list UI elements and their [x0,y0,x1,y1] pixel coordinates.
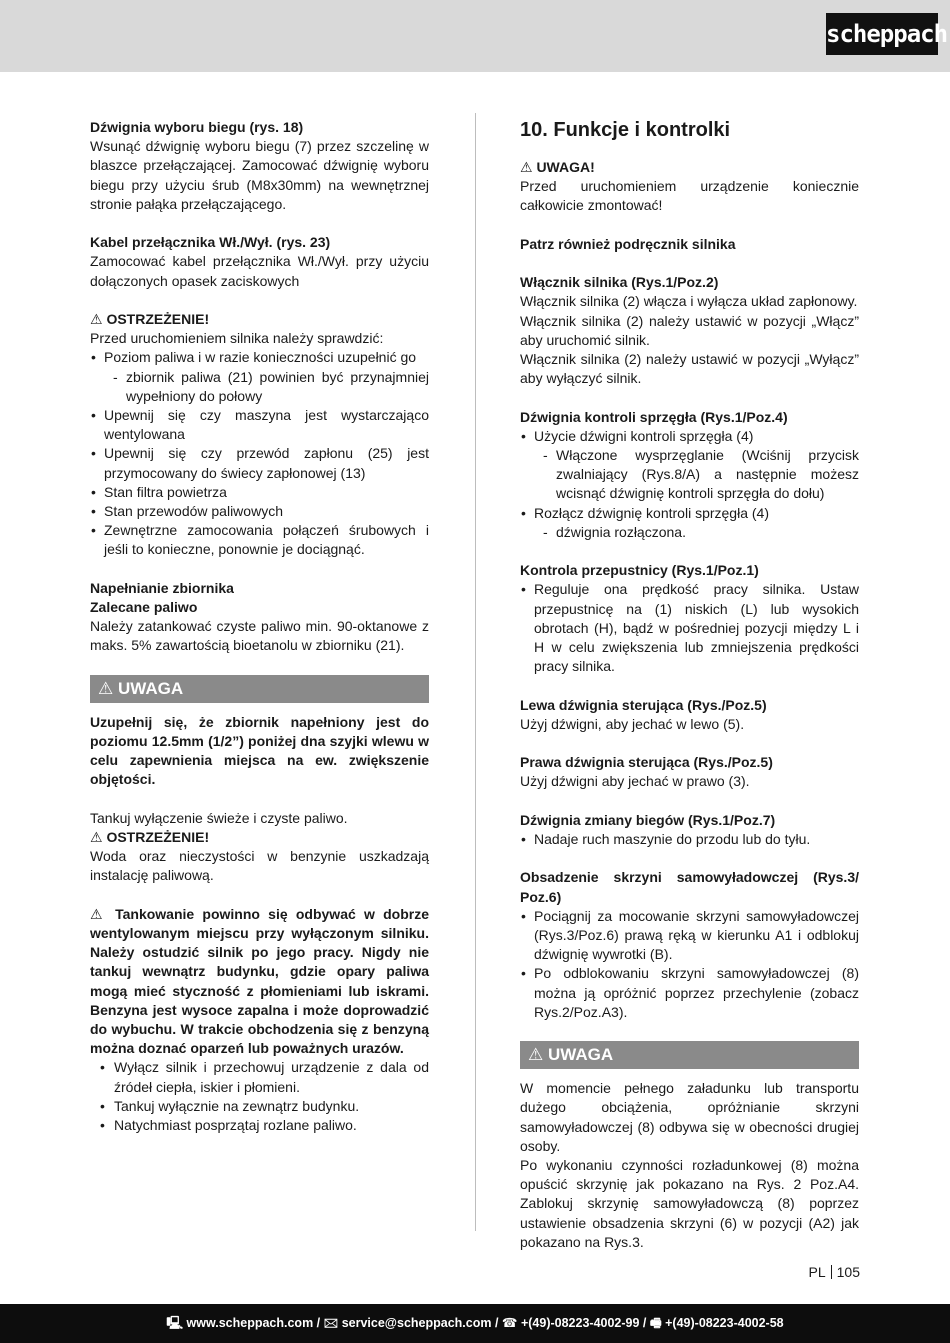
tank-line: Tankuj wyłączenie świeże i czyste paliwo. [90,809,348,826]
section-title-gear-lever: Dźwignia zmiany biegów (Rys.1/Poz.7) [520,811,776,828]
final-paragraph-1: W momencie pełnego załadunku lub transportu dużego obciążenia, opróżnianie skrzyni samowyładowczej (8) odbywa się w obecności drugiej osoby. [520,1080,859,1154]
footer-contacts: 🖳 www.scheppach.com / 🖂 service@scheppach.com / ☎ +(49)-08223-4002-99 / 🖷 +(49)-08223-4002-58 [166,1316,784,1330]
list-item: • Nadaje ruch maszynie do przodu lub do tyłu. [520,830,859,849]
top-header-bar [0,0,950,72]
uwaga-banner: ⚠ UWAGA [90,675,429,703]
warning-checklist [90,348,429,559]
warning-body-2: Woda oraz nieczystości w benzynie uszkadzają instalację paliwową. [90,848,429,884]
list-item: • Stan filtra powietrza [90,483,429,502]
list-item [90,368,429,406]
engine-switch-p3: Włącznik silnika (2) należy ustawić w pozycji „Wyłącz” aby wyłączyć silnik. [520,351,859,387]
list-item: • Stan przewodów paliwowych [90,502,429,521]
section-title-switch-cable: Kabel przełącznika Wł./Wył. (rys. 23) [90,234,331,251]
list-item: • Upewnij się czy przewód zapłonu (25) jest przymocowany do świecy zapłonowej (13) [90,444,429,482]
uwaga-bold-text: Uzupełnij się, że zbiornik napełniony jest do poziomu 12.5mm (1/2”) poniżej dna szyjki wlewu w celu zapewnienia miejsca na ew. zwiększenie objętości. [90,713,429,788]
list-item: • Reguluje ona prędkość pracy silnika. Ustaw przepustnicę na (1) niskich (L) lub wysokich obrotach (H), bądź w pośredniej pozycji między L i H w celu zwiększenia lub zmniejszenia prędkości pracy silnika. [520,580,859,676]
page-number-value: 105 [836,1264,860,1280]
list-item: • Wyłącz silnik i przechowuj urządzenie z dala od źródeł ciepła, iskier i płomieni. [90,1058,429,1096]
engine-switch-p2: Włącznik silnika (2) należy ustawić w pozycji „Włącz” aby uruchomić silnik. [520,312,859,348]
section-body-gear-selector: Wsunąć dźwignię wyboru biegu (7) przez szczelinę w blaszce przełączającej. Zamocować dźwignię wyboru biegu przy użyciu śrub (M8x30mm) na wewnętrznej stronie pałąka przełączającego. [90,138,429,212]
list-item: • Pociągnij za mocowanie skrzyni samowyładowczej (Rys.3/Poz.6) prawą ręką w kierunku A1 i odblokuj dźwignię wywrotki (B). [520,907,859,965]
left-lever-body: Użyj dźwigni, aby jechać w lewo (5). [520,715,745,732]
language-code: PL [808,1264,826,1280]
uwaga-title: ⚠ UWAGA! [520,159,595,175]
list-item: - dźwignia rozłączona. [520,523,859,542]
list-item: • Rozłącz dźwignię kontroli sprzęgła (4) [520,504,859,523]
warning-title-2: ⚠ OSTRZEŻENIE! [90,829,210,846]
warning-title: ⚠ OSTRZEŻENIE! [90,311,210,327]
list-item: - Włączone wysprzęglanie (Wciśnij przycisk zwalniający (Rys.8/A) a następnie możesz wcisnąć dźwignię kontroli sprzęgła do dołu) [520,446,859,504]
section-title-throttle: Kontrola przepustnicy (Rys.1/Poz.1) [520,562,759,579]
section-title-clutch: Dźwignia kontroli sprzęgła (Rys.1/Poz.4) [520,408,788,425]
throttle-list [520,580,859,676]
see-also-text: Patrz również podręcznik silnika [520,235,736,252]
left-column [90,118,429,1135]
danger-list [90,1058,429,1135]
list-item: • Natychmiast posprzątaj rozlane paliwo. [90,1116,429,1135]
page-number [790,1264,860,1280]
section-title-engine-switch: Włącznik silnika (Rys.1/Poz.2) [520,274,719,291]
right-column [520,118,859,1252]
uwaga-body: Przed uruchomieniem urządzenie koniecznie całkowicie zmontować! [520,178,859,214]
phone-number: ☎ +(49)-08223-4002-99 [501,1316,640,1330]
list-item: • Tankuj wyłącznie na zewnątrz budynku. [90,1097,429,1116]
section-subtitle-fuel: Zalecane paliwo [90,599,198,616]
clutch-list [520,427,859,542]
list-item-text: zbiornik paliwa (21) powinien być przynajmniej wypełniony do połowy [126,368,429,404]
uwaga-banner-2: ⚠ UWAGA [520,1041,859,1069]
dump-list [520,907,859,1022]
list-item: • Upewnij się czy maszyna jest wystarczająco wentylowana [90,406,429,444]
warning-intro: Przed uruchomieniem silnika należy sprawdzić: [90,330,384,347]
list-item: • Po odblokowaniu skrzyni samowyładowczej (8) można ją opróżnić poprzez przechylenie (zobacz Rys.2/Poz.A3). [520,964,859,1022]
section-title-fill-tank: Napełnianie zbiornika [90,579,234,596]
section-body-fuel: Należy zatankować czyste paliwo min. 90-oktanowe z maks. 5% zawartością bioetanolu w zbiorniku (21). [90,618,429,654]
column-divider [475,113,476,1231]
gear-list [520,830,859,849]
list-item: • Zewnętrzne zamocowania połączeń śrubowych i jeśli to konieczne, ponownie je dociągnąć. [90,521,429,559]
final-paragraph-2: Po wykonaniu czynności rozładunkowej (8) można opuścić skrzynię jak pokazano na Rys. 2 Poz.A4. Zablokuj skrzynię samowyładowczą (8) poprzez ustawienie obsadzenia skrzyni (6) w pozycji (A2) jak pokazano na Rys.3. [520,1157,859,1250]
fax-number: 🖷 +(49)-08223-4002-58 [649,1316,784,1330]
section-title-gear-selector: Dźwignia wyboru biegu (rys. 18) [90,119,304,135]
footer-bar [0,1304,950,1343]
website-link[interactable]: 🖳 www.scheppach.com [166,1316,314,1330]
danger-bold-text: ⚠ Tankowanie powinno się odbywać w dobrze wentylowanym miejscu przy wyłączonym silniku. Należy ostudzić silnik po jego pracy. Nigdy nie tankuj wewnątrz budynku, gdzie opary paliwa mogą mieć styczność z płomieniami lub iskrami. Benzyna jest wysoce zapalna i może doprowadzić do wybuchu. W trakcie obchodzenia się z benzyną można doznać oparzeń lub poważnych urazów. [90,905,429,1057]
email-link[interactable]: 🖂 service@scheppach.com [323,1316,492,1330]
engine-switch-p1: Włącznik silnika (2) włącza i wyłącza układ zapłonowy. [520,293,858,310]
section-title-dump-bed: Obsadzenie skrzyni samowyładowczej (Rys.3/ Poz.6) [520,869,859,905]
list-item: • Poziom paliwa i w razie konieczności uzupełnić go [90,348,429,367]
list-item: • Użycie dźwigni kontroli sprzęgła (4) [520,427,859,446]
page-heading: 10. Funkcje i kontrolki [520,119,731,141]
section-title-left-lever: Lewa dźwignia sterująca (Rys./Poz.5) [520,696,767,713]
right-lever-body: Użyj dźwigni aby jechać w prawo (3). [520,773,750,790]
section-title-right-lever: Prawa dźwignia sterująca (Rys./Poz.5) [520,754,773,771]
scheppach-logo: scheppach [826,13,938,55]
section-body-switch-cable: Zamocować kabel przełącznika Wł./Wył. przy użyciu dołączonych opasek zaciskowych [90,253,429,289]
separator [831,1265,832,1279]
